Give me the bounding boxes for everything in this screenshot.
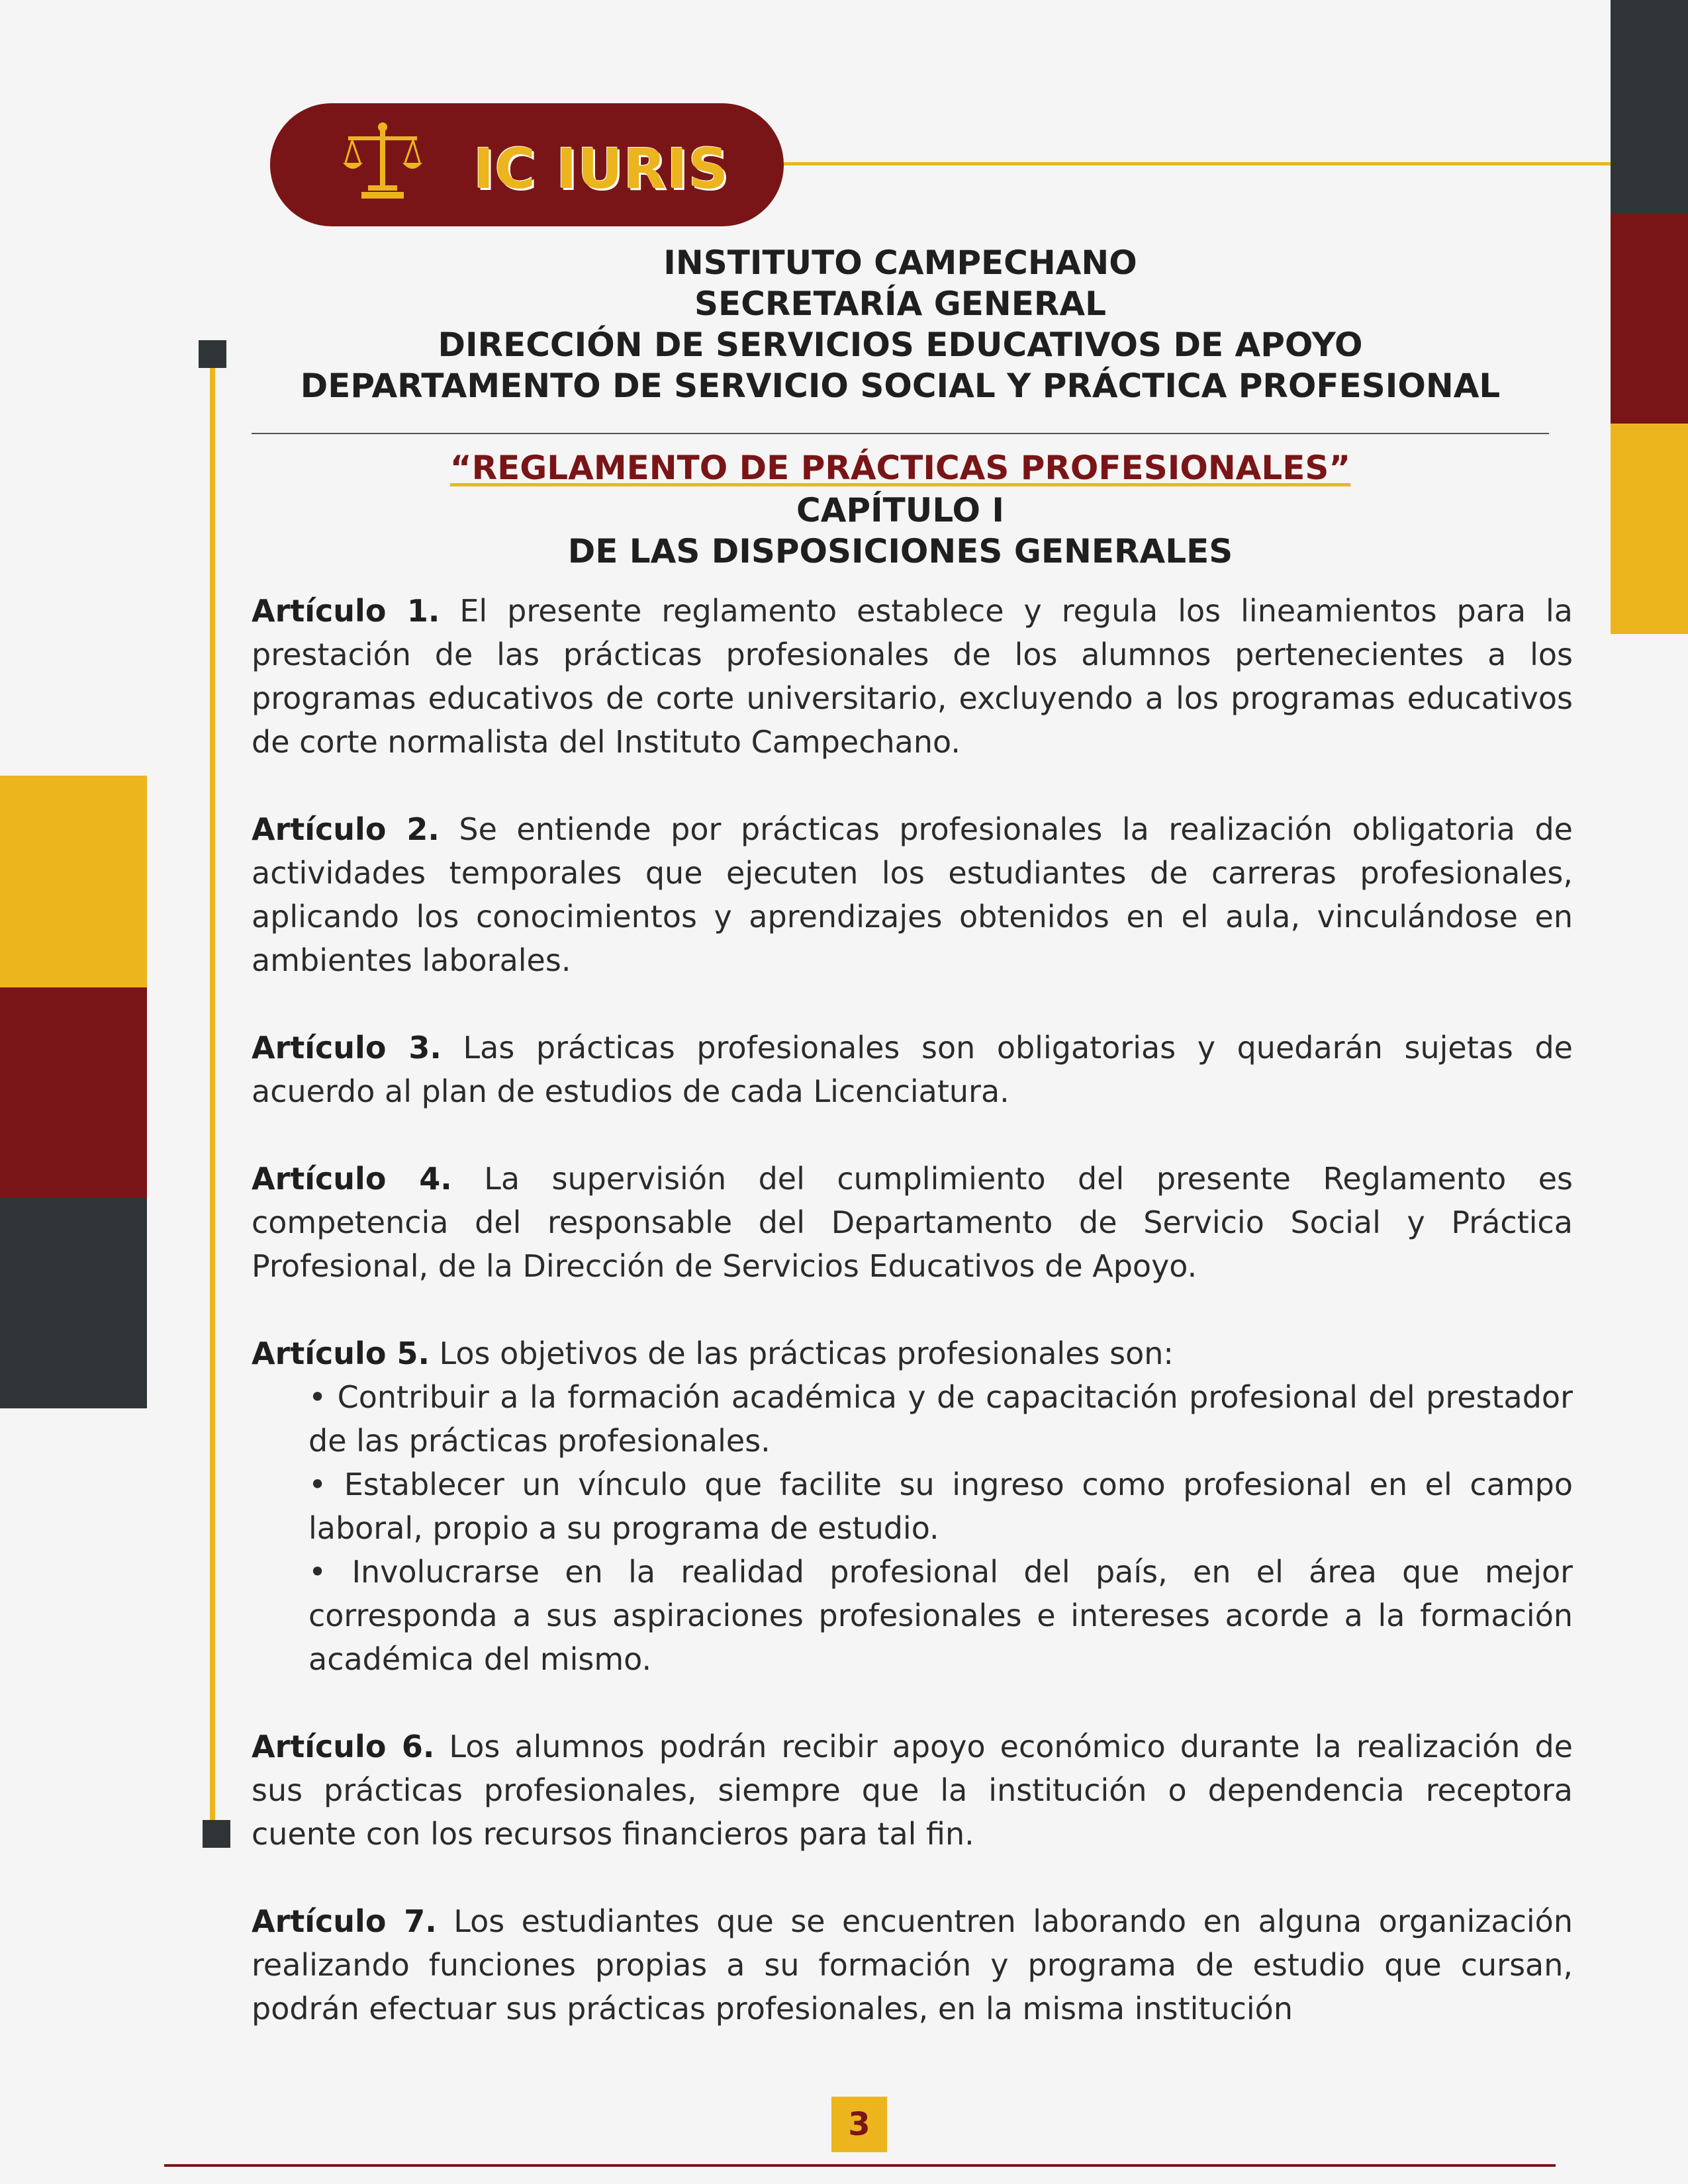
list-item: • Contribuir a la formación académica y de capacitación profesional del prestador de las prácticas profesionales. [308,1379,1573,1459]
footer-rule [164,2164,1556,2167]
article-label: Artículo 6. [252,1729,435,1764]
article-4 [252,1157,1573,1288]
article-5 [252,1332,1573,1681]
article-3 [252,1026,1573,1113]
article-2 [252,807,1573,982]
right-stripe-charcoal [1611,0,1688,213]
department-name: DEPARTAMENTO DE SERVICIO SOCIAL Y PRÁCTICA PROFESIONAL [300,367,1501,405]
right-stripe-gold [1611,424,1688,634]
regulation-title-text: “REGLAMENTO DE PRÁCTICAS PROFESIONALES” [449,449,1351,487]
left-stripe-gold [0,776,147,987]
article-text: Se entiende por prácticas profesionales la realización obligatoria de actividades temporales que ejecuten los estudiantes de carreras profesionales, aplicando los conocimientos y aprendizajes obtenidos en el aula, vinculándose en ambientes laborales. [252,811,1573,978]
chapter-heading [252,490,1549,572]
article-text: La supervisión del cumplimiento del presente Reglamento es competencia del responsable del Departamento de Servicio Social y Práctica Profesional, de la Dirección de Servicios Educativos de Apoyo. [252,1161,1573,1284]
article-text: Las prácticas profesionales son obligatorias y quedarán sujetas de acuerdo al plan de estudios de cada Licenciatura. [252,1030,1573,1109]
article-6 [252,1725,1573,1856]
chapter-number: CAPÍTULO I [796,491,1004,529]
logo-text: IC IURIS [473,136,729,201]
list-item: • Involucrarse en la realidad profesional del país, en el área que mejor corresponda a sus aspiraciones profesionales e intereses acorde a la formación académica del mismo. [308,1554,1573,1677]
timeline-square-bottom [203,1820,230,1848]
article-label: Artículo 3. [252,1030,442,1066]
article-1 [252,589,1573,764]
logo-rule [781,162,1611,165]
chapter-title: DE LAS DISPOSICIONES GENERALES [567,532,1233,570]
list-item: • Establecer un vínculo que facilite su ingreso como profesional en el campo laboral, propio a su programa de estudio. [308,1467,1573,1546]
article-label: Artículo 4. [252,1161,452,1197]
objectives-list [252,1375,1573,1681]
institution-header [252,242,1549,406]
article-text: El presente reglamento establece y regula los lineamientos para la prestación de las prácticas profesionales de los alumnos pertenecientes a los programas educativos de corte universitario, excluyendo a los programas educativos de corte normalista del Instituto Campechano. [252,593,1573,760]
articles-body [252,589,1573,2074]
right-stripe-maroon [1611,213,1688,424]
institution-name: INSTITUTO CAMPECHANO [663,244,1137,282]
page-number: 3 [831,2097,887,2152]
article-text: Los objetivos de las prácticas profesionales son: [429,1336,1174,1371]
article-label: Artículo 1. [252,593,440,629]
article-label: Artículo 7. [252,1903,437,1939]
timeline-square-top [199,340,226,368]
scales-of-justice-icon [343,119,422,203]
left-stripe-charcoal [0,1198,147,1408]
article-7 [252,1899,1573,2030]
article-label: Artículo 5. [252,1336,430,1371]
left-stripe-maroon [0,987,147,1198]
header-divider [252,433,1549,434]
article-text: Los alumnos podrán recibir apoyo económico durante la realización de sus prácticas profesionales, siempre que la institución o dependencia receptora cuente con los recursos financieros para tal fin. [252,1729,1573,1852]
timeline-line [210,357,215,1828]
article-label: Artículo 2. [252,811,440,847]
article-text: Los estudiantes que se encuentren laborando en alguna organización realizando funciones propias a su formación y programa de estudio que cursan, podrán efectuar sus prácticas profesionales, en la misma institución [252,1903,1573,2026]
regulation-title [252,447,1549,488]
direction-name: DIRECCIÓN DE SERVICIOS EDUCATIVOS DE APOYO [438,326,1363,364]
secretariat-name: SECRETARÍA GENERAL [694,285,1106,323]
